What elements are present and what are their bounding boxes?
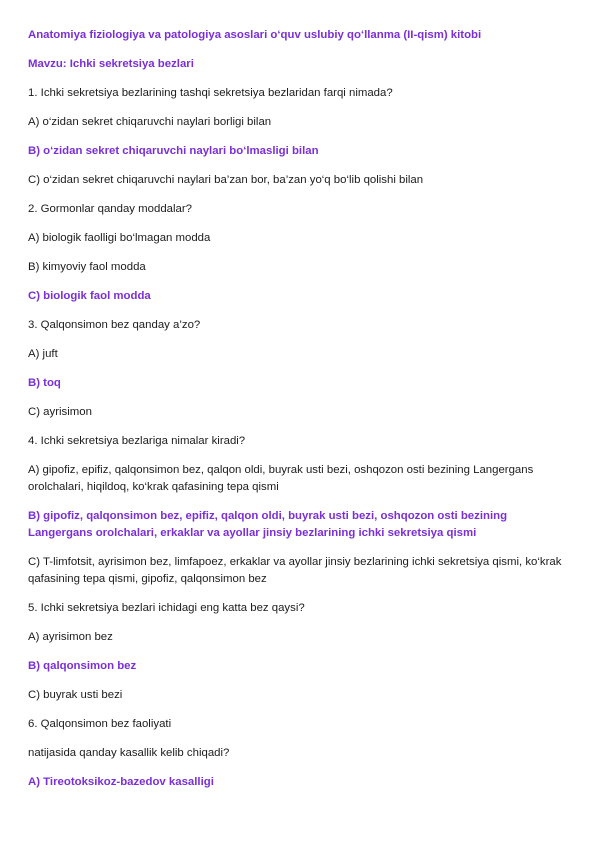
question-3-option-b-correct: B) toq	[28, 377, 61, 389]
question-1-option-b-correct: B) o‘zidan sekret chiqaruvchi naylari bo‘lmasligi bilan	[28, 145, 319, 157]
document-page	[28, 27, 568, 803]
question-2-option-a: A) biologik faolligi bo‘lmagan modda	[28, 232, 211, 244]
topic-heading: Mavzu: Ichki sekretsiya bezlari	[28, 58, 194, 70]
question-5: 5. Ichki sekretsiya bezlari ichidagi eng katta bez qaysi?	[28, 602, 305, 614]
question-3: 3. Qalqonsimon bez qanday a’zo?	[28, 319, 201, 331]
document-title: Anatomiya fiziologiya va patologiya asoslari o‘quv uslubiy qo‘llanma (II-qism) kitobi	[28, 29, 482, 41]
question-5-option-c: C) buyrak usti bezi	[28, 689, 123, 701]
question-2-option-b: B) kimyoviy faol modda	[28, 261, 146, 273]
question-6-part-2: natijasida qanday kasallik kelib chiqadi?	[28, 747, 230, 759]
question-4: 4. Ichki sekretsiya bezlariga nimalar kiradi?	[28, 435, 246, 447]
question-3-option-a: A) juft	[28, 348, 58, 360]
question-4-option-c: C) T-limfotsit, ayrisimon bez, limfapoez, erkaklar va ayollar jinsiy bezlarining ichki sekretsiya qismi, ko‘krak qafasining tepa qismi, gipofiz, qalqonsimon bez	[28, 556, 562, 585]
question-2-option-c-correct: C) biologik faol modda	[28, 290, 151, 302]
question-5-option-a: A) ayrisimon bez	[28, 631, 113, 643]
question-1-option-c: C) o‘zidan sekret chiqaruvchi naylari ba’zan bor, ba’zan yo‘q bo‘lib qolishi bilan	[28, 174, 424, 186]
question-2: 2. Gormonlar qanday moddalar?	[28, 203, 192, 215]
question-3-option-c: C) ayrisimon	[28, 406, 92, 418]
question-5-option-b-correct: B) qalqonsimon bez	[28, 660, 137, 672]
question-1-option-a: A) o‘zidan sekret chiqaruvchi naylari borligi bilan	[28, 116, 272, 128]
question-4-option-a: A) gipofiz, epifiz, qalqonsimon bez, qalqon oldi, buyrak usti bezi, oshqozon osti bezining Langergans orolchalari, hiqildoq, ko‘krak qafasining tepa qismi	[28, 464, 534, 493]
question-4-option-b-correct: B) gipofiz, qalqonsimon bez, epifiz, qalqon oldi, buyrak usti bezi, oshqozon osti bezining Langergans orolchalari, erkaklar va ayollar jinsiy bezlarining ichki sekretsiya qismi	[28, 510, 508, 539]
question-6-part-1: 6. Qalqonsimon bez faoliyati	[28, 718, 172, 730]
question-6-option-a-correct: A) Tireotoksikoz-bazedov kasalligi	[28, 776, 214, 788]
question-1: 1. Ichki sekretsiya bezlarining tashqi sekretsiya bezlaridan farqi nimada?	[28, 87, 393, 99]
